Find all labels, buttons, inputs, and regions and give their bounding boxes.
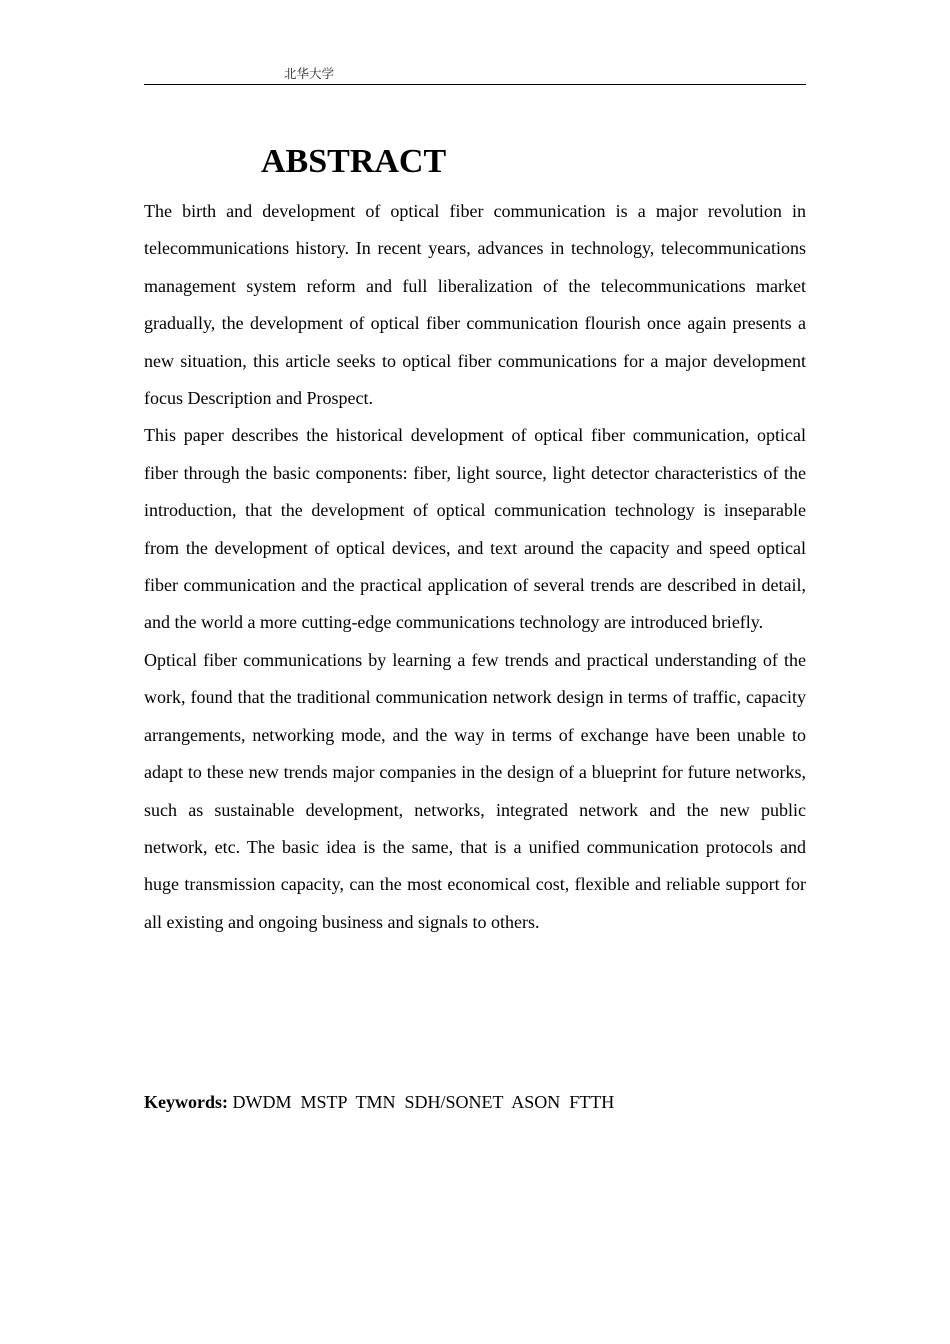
abstract-paragraph-3: Optical fiber communications by learning a few trends and practical understanding of the work, found that the traditional communication network design in terms of traffic, capacity arrangements, networking mode, and the way in terms of exchange have been unable to adapt to these new trends major companies in the design of a blueprint for future networks, such as sustainable development, networks, integrated network and the new public network, etc. The basic idea is the same, that is a unified communication protocols and huge transmission capacity, can the most economical cost, flexible and reliable support for all existing and ongoing business and signals to others. [144, 649, 806, 932]
abstract-paragraph-1: The birth and development of optical fiber communication is a major revolution in telecommunications history. In recent years, advances in technology, telecommunications management system reform and full liberalization of the telecommunications market gradually, the development of optical fiber communication flourish once again presents a new situation, this article seeks to optical fiber communications for a major development focus Description and Prospect. [144, 201, 806, 409]
keywords-line [144, 1084, 806, 1121]
abstract-paragraph-2: This paper describes the historical development of optical fiber communication, optical fiber through the basic components: fiber, light source, light detector characteristics of the introduction, that the development of optical communication technology is inseparable from the development of optical devices, and text around the capacity and speed optical fiber communication and the practical application of several trends are described in detail, and the world a more cutting-edge communications technology are introduced briefly. [144, 425, 806, 633]
keywords-label: Keywords: [144, 1092, 228, 1112]
page-header [144, 62, 806, 85]
keywords-values: DWDM MSTP TMN SDH/SONET ASON FTTH [232, 1092, 615, 1112]
abstract-body [144, 193, 806, 941]
header-university-name: 北华大学 [284, 66, 335, 81]
abstract-title: ABSTRACT [261, 143, 447, 180]
